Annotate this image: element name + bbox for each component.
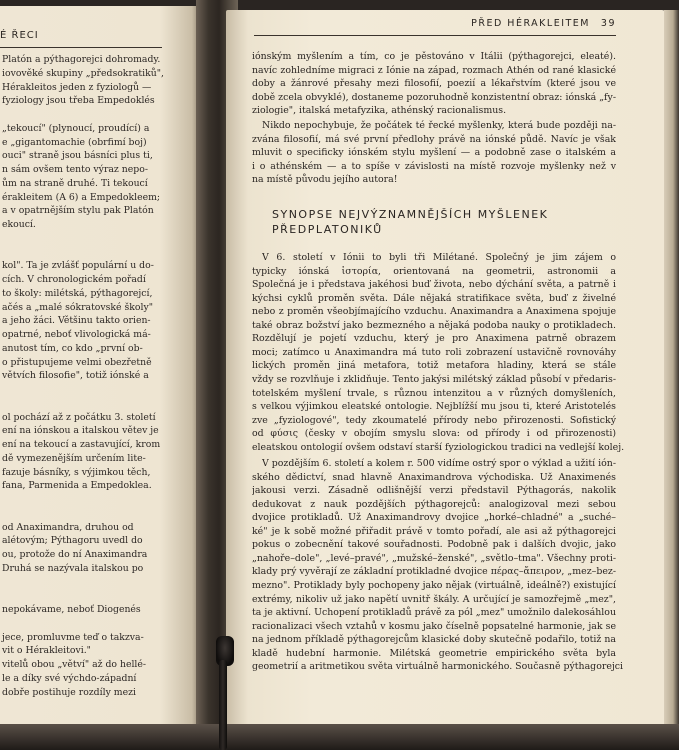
text-line: zvána filosofií, má své první předlohy právě na iónské půdě. Navíc je však <box>252 133 616 145</box>
left-text-line: a v opatrnějším stylu pak Platón <box>2 205 154 217</box>
text-line: klady prý vyvěrají ze základní protikladné dvojice πέρας–ἄπειρον, „mez–bez- <box>252 566 616 578</box>
text-line: navíc zohledníme migraci z Iónie na západ, rozmach Athén od rané klasické <box>252 64 616 76</box>
text-line: V pozdějším 6. století a kolem r. 500 vidíme ostrý spor o výklad a užití ión- <box>262 458 616 469</box>
left-text-line: opatrné, neboť vlivologická má- <box>2 329 151 340</box>
left-text-line: vit o Hérakleitovi." <box>2 645 91 657</box>
page-edge <box>664 10 679 740</box>
left-text-line: dobře postihuje rozdíly mezi <box>2 686 136 698</box>
left-text-line: cích. V chronologickém pořadí <box>2 274 146 285</box>
text-line: vždy se rozvlňuje i zklidňuje. Tento jakýsi milétský základ působí v předaris- <box>252 373 616 385</box>
text-line: moci; zatímco u Anaximandra má tuto roli zobrazení ustavičně rovnováhy <box>252 346 616 358</box>
left-text-line: e „gigantomachie (obrfimí boj) <box>2 136 147 148</box>
text-line: Rozdělují je pojetí vzduchu, který je pro Anaximena patrně obrazem <box>252 333 616 345</box>
left-text-line: Druhá se nazývala italskou po <box>2 562 144 574</box>
left-page <box>0 6 200 724</box>
right-header-rule <box>254 35 616 36</box>
left-text-line: fana, Parmenida a Empedoklea. <box>2 480 152 492</box>
left-text-line: anutost tím, co kdo „první ob- <box>2 342 143 354</box>
left-text-line: érakleitem (A 6) a Empedokleem; <box>2 191 161 203</box>
text-line: ké" je k sobě možné přiřadit právě v tomto pořadí, ale asi až pýthagorejci <box>252 525 616 537</box>
text-line: Společná je i představa jakéhosi buď života, nebo dýchání světa, a patrně i <box>252 279 616 291</box>
text-line: dvojice protikladů. Už Anaximandrovy dvojice „horké–chladné" a „suché– <box>252 512 616 524</box>
text-line: zve „fyziologové", tedy zkoumatelé přírody nebo přirozenosti. Sofistický <box>252 414 616 426</box>
text-line: mezno". Protiklady byly pochopeny jako nějak (virtuálně, ideálně?) existující <box>252 579 616 591</box>
left-text-line: ení na iónskou a italskou větev je <box>2 425 159 437</box>
text-line: na jednom příkladě pýthagorejcům klasické doby skutečně podařilo, totiž na <box>252 634 616 646</box>
left-text-line: dě vymezenějším určením lite- <box>2 452 146 464</box>
text-line: s velkou výjimkou eleatské ontologie. Nejblížší mu jsou ti, které Aristotelés <box>252 401 616 413</box>
bookmark-ribbon[interactable] <box>214 636 228 750</box>
left-text-line: a jeho žáci. Většinu takto orien- <box>2 315 151 327</box>
text-line: iónským myšlením a tím, co je pěstováno v Itálii (pýthagorejci, eleaté). <box>252 51 616 62</box>
text-line: jakousi verzi. Zásadně odlišnější verzi představil Pýthagorás, nakolik <box>252 485 616 497</box>
text-line: racionalizaci všech vztahů v kosmu jako číselně popsatelné harmonie, jak se <box>252 620 616 632</box>
bottom-shadow <box>0 724 679 750</box>
text-line: mluvit o specificky iónském stylu myšlení — a podobně zase o italském a <box>252 147 616 159</box>
left-text-line: le a díky své výchdo-západní <box>2 672 137 684</box>
left-text-line: nepokávame, neboť Diogenés <box>2 604 141 615</box>
text-line: eleatskou ontologií ovšem odstaví starší fyziologickou tradici na vedlejší kolej. <box>252 441 625 453</box>
text-line: kladě hudební harmonie. Milétská geometrie empirického světa byla <box>252 647 616 659</box>
left-text-line: o přistupujeme velmi obezřetně <box>2 356 152 368</box>
ribbon-cord <box>219 660 227 750</box>
left-text-line: Platón a pýthagorejci dohromady. <box>2 54 161 65</box>
text-line: kýchsi cyklů proměn světa. Dále nějaká stratifikace světa, buď z živelné <box>252 292 616 304</box>
left-text-line: ům na straně druhé. Ti tekoucí <box>2 177 148 189</box>
left-text-line: větvích filosofie", totiž iónské a <box>2 370 149 382</box>
left-text-line: ekoucí. <box>2 219 36 230</box>
text-line: Nikdo nepochybuje, že počátek té řecké myšlenky, která bude později na- <box>262 120 616 131</box>
text-line: „nahoře–dole", „levé–pravé", „mužské–ženské", „světlo–tma". Všechny proti- <box>252 552 616 564</box>
text-line: pokus o zobecnění takové souřadnosti. Podobně pak i dalších dvojic, jako <box>252 539 616 551</box>
text-line: geometrií a aritmetikou světa virtuálně harmonického. Současně pýthagorejci <box>252 661 624 673</box>
text-line: nebo z proměn všeobjímajícího vzduchu. Anaximandra a Anaximena spojuje <box>252 306 616 318</box>
page-number: 39 <box>600 18 616 29</box>
left-text-line: n sám ovšem tento výraz nepo- <box>2 164 148 175</box>
left-text-line: ou, protože do ní Anaximandra <box>2 549 148 560</box>
text-line: ta je aktivní. Uchopení protikladů právě za pól „mez" umožnilo dalekosáhlou <box>252 607 616 619</box>
text-line: V 6. století v Iónii to byli tři Milétané. Společný je jim zájem o <box>262 252 616 263</box>
text-line: ského dědictví, snad hlavně Anaximandrova východiska. Už Anaximenés <box>252 471 616 483</box>
left-text-line: ačés a „malé sókratovské školy" <box>2 301 154 313</box>
left-text-line: alétovým; Pýthagoru uvedl do <box>2 535 143 547</box>
left-text-line: Hérakleitos jeden z fyziologů — <box>2 81 152 93</box>
text-line: dedukovat z nauk pozdějších pýthagorejců: analogizoval mezi sebou <box>252 498 616 510</box>
left-text-line: fyziology jsou třeba Empedoklés <box>2 95 155 107</box>
left-text-line: kol". Ta je zvlášť populární u do- <box>2 260 154 272</box>
left-text-line: fazuje básníky, s výjimkou těch, <box>2 466 151 478</box>
text-line: i o athénském — a to spíše v závislosti na místě rozvoje myšlenky než v <box>252 160 616 172</box>
left-running-head: É ŘECI <box>0 30 39 41</box>
text-line: lických proměn jiná metafora, totiž metafora hladiny, která se stále <box>252 360 616 372</box>
text-line: době zcela obvyklé), dostaneme pozoruhodně konzistentní obraz: iónská „fy- <box>252 91 616 103</box>
left-text-line: vitelů obou „větví" až do hellé- <box>2 659 147 670</box>
text-line: typicky iónská ἱστορία, orientovaná na geometrii, astronomii a <box>252 265 616 277</box>
left-text-line: ouci" straně jsou básníci plus ti, <box>2 150 153 162</box>
left-text-line: „tekoucí" (plynoucí, proudící) a <box>2 122 150 134</box>
text-line: také obraz božství jako bezmezného a nějaká podoba nauky o protikladech. <box>252 319 616 331</box>
text-line: na místě původu jejího autora! <box>252 174 398 186</box>
left-text-line: to školy: milétská, pýthagorejcí, <box>2 287 153 299</box>
left-text-line: ení na tekoucí a zastavující, krom <box>2 439 161 450</box>
left-text-line: od Anaximandra, druhou od <box>2 521 134 533</box>
left-text-line: iovověké skupiny „předsokratiků", <box>2 67 164 79</box>
text-line: doby a žánrové přesahy mezi filosofií, poezií a lékařstvím (které jsou ve <box>252 78 616 90</box>
text-line: ziologie", italská metafyzika, athénský racionalismus. <box>252 105 507 117</box>
text-line: extrémy, nikoliv už jako napětí uvnitř škály. A určující je samozřejmě „mez", <box>252 593 616 605</box>
text-line: od φύσις (česky v obojím smyslu slova: od přírody i od přirozenosti) <box>252 428 616 440</box>
running-title: PŘED HÉRAKLEITEM <box>471 18 590 29</box>
left-text-line: ol pochází až z počátku 3. století <box>2 411 156 423</box>
section-heading: SYNOPSE NEJVÝZNAMNĚJŠÍCH MYŠLENEK PŘEDPLATONIKŮ <box>272 208 549 236</box>
left-header-rule <box>0 47 162 48</box>
left-text-line: jece, promluvme teď o takzva- <box>2 631 144 643</box>
text-line: totelském myšlení trvale, s různou intenzitou a v různých domyšleních, <box>252 387 616 399</box>
